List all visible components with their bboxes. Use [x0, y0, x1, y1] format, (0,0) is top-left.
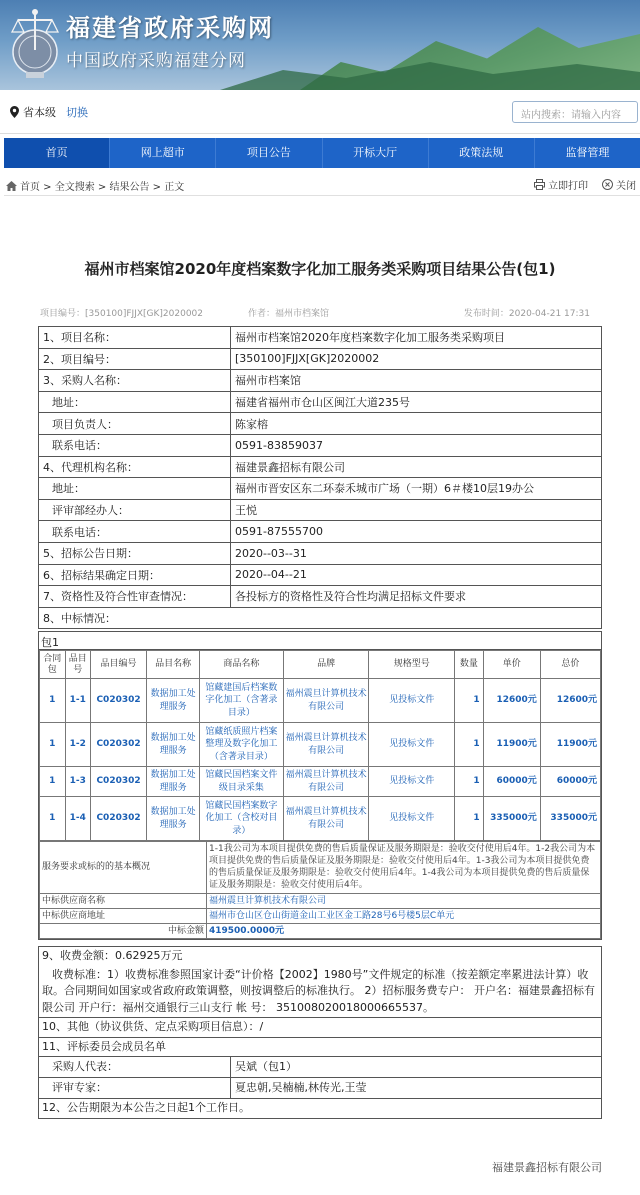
address-label: 中标供应商地址: [40, 908, 207, 923]
fee-amount: 9、收费金额：0.62925万元: [38, 946, 602, 966]
supplier-label: 中标供应商名称: [40, 893, 207, 908]
committee-table: [38, 1056, 602, 1099]
info-label: 联系电话：: [39, 521, 231, 543]
nav-project-notice[interactable]: 项目公告: [216, 138, 322, 168]
info-value: 福州市档案馆2020年度档案数字化加工服务类采购项目: [231, 327, 602, 349]
cell: 数据加工处理服务: [147, 723, 200, 767]
cell: 12600元: [483, 679, 540, 723]
service-text: 1-1我公司为本项目提供免费的售后质量保证及服务期限是：验收交付使用后4年。1-2我公司为本项目提供免费的售后质量保证及服务期限是：验收交付使用后4年。1-3我公司为本项目提供免费的售后质量保证及服务期限是：验收交付使用后4年。1-4我公司为本项目提供免费的售后质量保证及服务期限是：验收交付使用后4年。: [207, 842, 601, 894]
cell: 见投标文件: [369, 679, 455, 723]
info-label: 项目负责人：: [39, 413, 231, 435]
info-label: 4、代理机构名称：: [39, 456, 231, 478]
main-nav: [4, 138, 640, 168]
cell: 1: [455, 723, 484, 767]
printer-icon: [534, 179, 545, 190]
table-row: [39, 434, 602, 456]
cell: 1: [455, 679, 484, 723]
info-value: [350100]FJJX[GK]2020002: [231, 348, 602, 370]
region-selector: [10, 104, 88, 120]
nav-supervision[interactable]: 监督管理: [565, 146, 610, 159]
justice-emblem-icon: [8, 6, 62, 82]
experts-value: 夏忠朝,吴楠楠,林传光,王莹: [231, 1078, 602, 1099]
table-row: [39, 564, 602, 586]
table-row: [39, 327, 602, 349]
nav-home[interactable]: 首页: [4, 138, 110, 168]
info-value: 福州市档案馆: [231, 370, 602, 392]
meta-publish-time: 发布时间：2020-04-21 17:31: [463, 309, 590, 319]
cell: 1: [40, 767, 66, 797]
info-value: 陈家榕: [231, 413, 602, 435]
col-header: 单价: [483, 651, 540, 679]
table-row: [39, 586, 602, 608]
nav-policy[interactable]: 政策法规: [429, 138, 535, 168]
cell: 1: [40, 797, 66, 841]
cell: 数据加工处理服务: [147, 679, 200, 723]
cell: 福州震旦计算机技术有限公司: [283, 679, 369, 723]
cell: 1-3: [65, 767, 91, 797]
info-label: 1、项目名称：: [39, 327, 231, 349]
col-header: 品目名称: [147, 651, 200, 679]
award-amount: 419500.0000元: [207, 923, 601, 938]
info-value: 2020--04--21: [231, 564, 602, 586]
table-row: [40, 908, 601, 923]
award-items-table: [39, 650, 601, 841]
table-header-row: [40, 651, 601, 679]
rep-label: 采购人代表：: [39, 1057, 231, 1078]
table-row: [40, 797, 601, 841]
page-tools: [534, 177, 636, 192]
package-name: 包1: [39, 632, 601, 650]
rep-value: 吴斌（包1）: [231, 1057, 602, 1078]
info-value: 福建省福州市仓山区闽江大道235号: [231, 391, 602, 413]
notice-period: 12、公告期限为本公告之日起1个工作日。: [38, 1099, 602, 1119]
cell: C020302: [91, 723, 147, 767]
cell: 11900元: [483, 723, 540, 767]
cell: 馆藏纸质照片档案整理及数字化加工（含著录目录）: [200, 723, 284, 767]
col-header: 总价: [540, 651, 600, 679]
table-row: [39, 1057, 602, 1078]
cell: C020302: [91, 767, 147, 797]
breadcrumb-path[interactable]: 首页 > 全文搜索 > 结果公告 > 正文: [20, 182, 185, 193]
supplier-address: 福州市仓山区仓山街道金山工业区金工路28号6号楼5层C单元: [207, 908, 601, 923]
info-label: 2、项目编号：: [39, 348, 231, 370]
close-label: 关闭: [616, 181, 636, 192]
amount-label: 中标金额: [40, 923, 207, 938]
award-summary-table: [39, 841, 601, 939]
cell: 1: [455, 767, 484, 797]
info-label: 7、资格性及符合性审查情况：: [39, 586, 231, 608]
cell: 福州震旦计算机技术有限公司: [283, 723, 369, 767]
table-row: [39, 607, 602, 629]
package-section: [38, 631, 602, 940]
table-row: [40, 679, 601, 723]
table-row: [39, 499, 602, 521]
footer-agency: 福建景鑫招标有限公司: [492, 1161, 602, 1174]
table-row: [40, 767, 601, 797]
home-icon: [6, 181, 17, 191]
fee-standard: 收费标准：1）收费标准参照国家计委“计价格【2002】1980号”文件规定的标准（按差额定率累进法计算）收取。合同期间如国家或省政府政策调整，则按调整后的标准执行。 2）招标服务费专户： 开户名：福建景鑫招标有限公司 开户行：福州交通银行三山支行 帐 号： 35100802001800066553​7。: [38, 966, 602, 1018]
cell: 335000元: [483, 797, 540, 841]
cell: 数据加工处理服务: [147, 767, 200, 797]
page-title: 福州市档案馆2020年度档案数字化加工服务类采购项目结果公告(包1): [84, 260, 556, 278]
nav-online-mall[interactable]: 网上超市: [110, 138, 216, 168]
cell: 馆藏民国档案数字化加工（含校对目录）: [200, 797, 284, 841]
col-header: 品牌: [283, 651, 369, 679]
experts-label: 评审专家：: [39, 1078, 231, 1099]
info-label: 评审部经办人：: [39, 499, 231, 521]
meta-author: 作者：福州市档案馆: [248, 309, 330, 319]
table-row: [40, 893, 601, 908]
info-label: 5、招标公告日期：: [39, 542, 231, 564]
col-header: 合同包: [40, 651, 66, 679]
committee-title: 11、评标委员会成员名单: [38, 1037, 602, 1057]
cell: 1-1: [65, 679, 91, 723]
site-title: 福建省政府采购网: [66, 14, 274, 42]
section-8-label: 8、中标情况：: [39, 607, 602, 629]
meta-project-code: 项目编号：[350100]FJJX[GK]2020002: [40, 309, 204, 319]
col-header: 规格型号: [369, 651, 455, 679]
cell: 335000元: [540, 797, 600, 841]
breadcrumb: [6, 178, 184, 193]
info-label: 联系电话：: [39, 434, 231, 456]
info-label: 6、招标结果确定日期：: [39, 564, 231, 586]
col-header: 品目号: [65, 651, 91, 679]
service-label: 服务要求或标的的基本概况: [40, 842, 207, 894]
table-row: [39, 1078, 602, 1099]
cell: 馆藏建国后档案数字化加工（含著录目录）: [200, 679, 284, 723]
info-value: 0591-83859037: [231, 434, 602, 456]
info-value: 各投标方的资格性及符合性均满足招标文件要求: [231, 586, 602, 608]
region-switch-link[interactable]: 切换: [66, 106, 88, 119]
cell: 福州震旦计算机技术有限公司: [283, 767, 369, 797]
cell: 60000元: [483, 767, 540, 797]
cell: 1: [40, 679, 66, 723]
cell: 见投标文件: [369, 723, 455, 767]
info-value: 0591-87555700: [231, 521, 602, 543]
supplier-name: 福州震旦计算机技术有限公司: [207, 893, 601, 908]
site-search-input[interactable]: 站内搜索：请输入内容: [512, 101, 638, 123]
cell: C020302: [91, 797, 147, 841]
table-row: [40, 723, 601, 767]
table-row: [40, 923, 601, 938]
cell: 福州震旦计算机技术有限公司: [283, 797, 369, 841]
table-row: [40, 842, 601, 894]
table-row: [39, 478, 602, 500]
cell: C020302: [91, 679, 147, 723]
cell: 1: [40, 723, 66, 767]
cell: 见投标文件: [369, 797, 455, 841]
table-row: [39, 542, 602, 564]
table-row: [39, 391, 602, 413]
cell: 1-2: [65, 723, 91, 767]
cell: 馆藏民国档案文件级目录采集: [200, 767, 284, 797]
table-row: [39, 456, 602, 478]
close-icon: [602, 179, 613, 190]
table-row: [39, 348, 602, 370]
close-button[interactable]: [602, 177, 636, 192]
other-info: 10、其他（协议供货、定点采购项目信息）：/: [38, 1017, 602, 1037]
info-label: 地址：: [39, 478, 231, 500]
info-label: 3、采购人名称：: [39, 370, 231, 392]
cell: 见投标文件: [369, 767, 455, 797]
cell: 1: [455, 797, 484, 841]
cell: 数据加工处理服务: [147, 797, 200, 841]
project-info-table: [38, 326, 602, 629]
table-row: [39, 521, 602, 543]
cell: 12600元: [540, 679, 600, 723]
cell: 11900元: [540, 723, 600, 767]
region-bar: [0, 90, 640, 134]
site-subtitle: 中国政府采购福建分网: [66, 51, 246, 71]
col-header: 商品名称: [200, 651, 284, 679]
cell: 60000元: [540, 767, 600, 797]
table-row: [39, 413, 602, 435]
info-value: 王悦: [231, 499, 602, 521]
info-label: 地址：: [39, 391, 231, 413]
cell: 1-4: [65, 797, 91, 841]
info-value: 福建景鑫招标有限公司: [231, 456, 602, 478]
fee-section: [38, 946, 602, 1119]
info-value: 2020--03--31: [231, 542, 602, 564]
breadcrumb-bar: [4, 172, 640, 196]
nav-bid-hall[interactable]: 开标大厅: [323, 138, 429, 168]
col-header: 品目编号: [91, 651, 147, 679]
site-banner: [0, 0, 640, 90]
location-pin-icon: [10, 106, 19, 118]
print-button[interactable]: [534, 177, 588, 192]
region-label: 省本级: [23, 106, 56, 119]
table-row: [39, 370, 602, 392]
info-value: 福州市晋安区东二环泰禾城市广场（一期）6＃楼10层19办公: [231, 478, 602, 500]
col-header: 数量: [455, 651, 484, 679]
print-label: 立即打印: [548, 181, 588, 192]
